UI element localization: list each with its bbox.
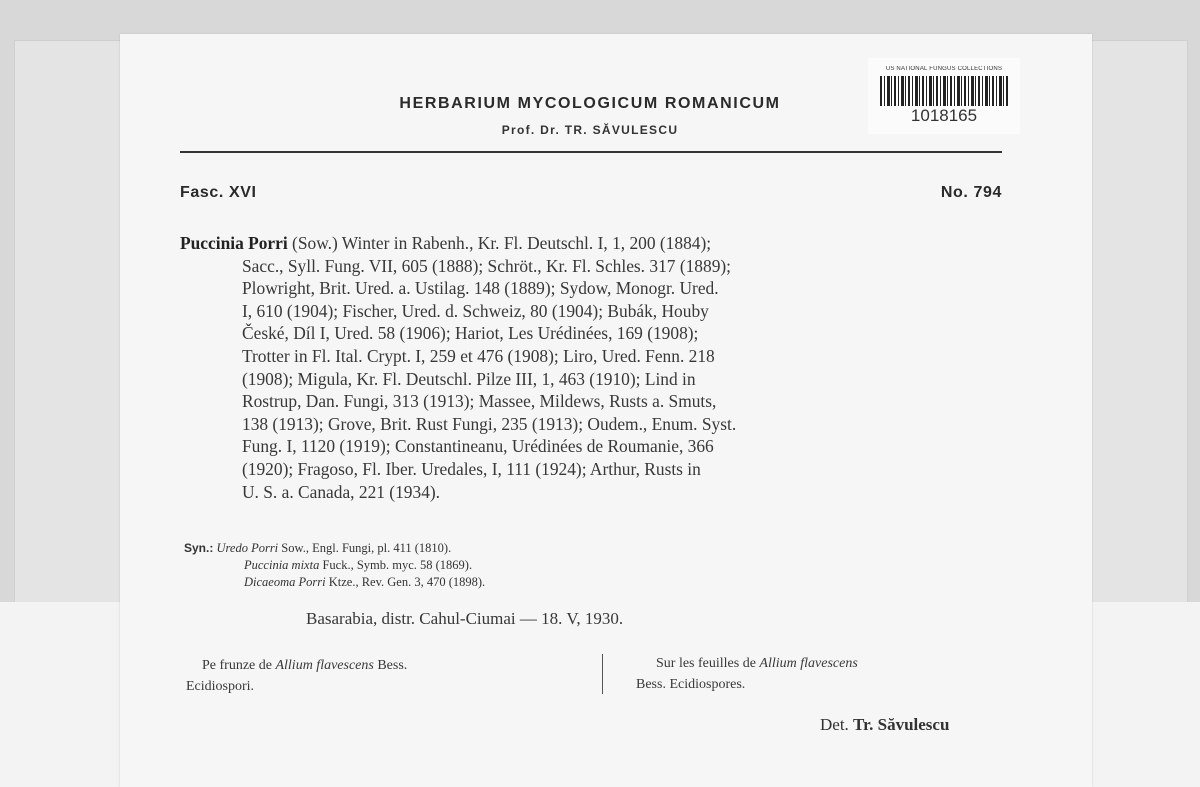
citation-line-10: (1920); Fragoso, Fl. Iber. Uredales, I, 111 (1924); Arthur, Rusts in <box>242 458 701 479</box>
citation-line-7: Rostrup, Dan. Fungi, 313 (1913); Massee, Mildews, Rusts a. Smuts, <box>242 391 717 412</box>
synonym-name: Puccinia mixta <box>244 558 320 572</box>
synonym-name: Dicaeoma Porri <box>244 575 326 589</box>
citation-line-6: (1908); Migula, Kr. Fl. Deutschl. Pilze III, 1, 463 (1910); Lind in <box>242 368 696 389</box>
synonym-row <box>184 574 884 591</box>
citation-line-8: 138 (1913); Grove, Brit. Rust Fungi, 235 (1913); Oudem., Enum. Syst. <box>242 413 737 434</box>
synonyms-block <box>184 540 884 591</box>
citation-line-11: U. S. a. Canada, 221 (1934). <box>242 481 441 502</box>
citation-line-1: Sacc., Syll. Fung. VII, 605 (1888); Schröt., Kr. Fl. Schles. 317 (1889); <box>242 255 732 276</box>
species-name: Puccinia Porri <box>180 233 288 253</box>
host-name: Allium flavescens <box>275 658 374 673</box>
host-romanian: Pe frunze de Allium flavescens Bess. Ecidiospori. <box>186 658 408 694</box>
synonyms-label: Syn.: <box>184 541 214 555</box>
host-french: Sur les feuilles de Allium flavescens Bess. Ecidiospores. <box>636 656 858 692</box>
synonym-ref: Ktze., Rev. Gen. 3, 470 (1898). <box>325 575 486 589</box>
determiner-name: Tr. Săvulescu <box>853 715 950 734</box>
citation-line-4: České, Díl I, Ured. 58 (1906); Hariot, Les Urédinées, 169 (1908); <box>242 323 699 344</box>
synonym-name: Uredo Porri <box>216 541 279 555</box>
fascicle-number: Fasc. XVI <box>180 184 257 201</box>
herbarium-title: HERBARIUM MYCOLOGICUM ROMANICUM <box>399 95 781 112</box>
synonym-ref: Fuck., Symb. myc. 58 (1869). <box>319 558 473 572</box>
specimen-number: No. 794 <box>940 184 1002 201</box>
citation-line-9: Fung. I, 1120 (1919); Constantineanu, Urédinées de Roumanie, 366 <box>242 436 714 457</box>
column-divider <box>602 654 603 694</box>
citation-line-2: Plowright, Brit. Ured. a. Ustilag. 148 (1889); Sydow, Monogr. Ured. <box>242 278 719 299</box>
herbarium-subtitle: Prof. Dr. TR. SĂVULESCU <box>501 123 679 137</box>
barcode-institution: US NATIONAL FUNGUS COLLECTIONS <box>885 66 1003 72</box>
synonym-row <box>184 540 884 557</box>
citation-line-3: I, 610 (1904); Fischer, Ured. d. Schweiz, 80 (1904); Bubák, Houby <box>242 300 709 321</box>
synonym-ref: Sow., Engl. Fungi, pl. 411 (1810). <box>278 541 452 555</box>
collection-locality: Basarabia, distr. Cahul-Ciumai — 18. V, 1930. <box>306 609 624 628</box>
citation-line-5: Trotter in Fl. Ital. Crypt. I, 259 et 476 (1908); Liro, Ured. Fenn. 218 <box>242 345 715 366</box>
species-citation <box>180 232 1008 503</box>
barcode-number: 1018165 <box>910 106 978 125</box>
host-name: Allium flavescens <box>759 656 858 671</box>
header-divider <box>180 151 1002 153</box>
determiner: Det. Tr. Săvulescu <box>820 715 950 734</box>
synonym-row <box>184 557 884 574</box>
citation-line-0: Puccinia Porri (Sow.) Winter in Rabenh., Kr. Fl. Deutschl. I, 1, 200 (1884); <box>180 233 712 253</box>
